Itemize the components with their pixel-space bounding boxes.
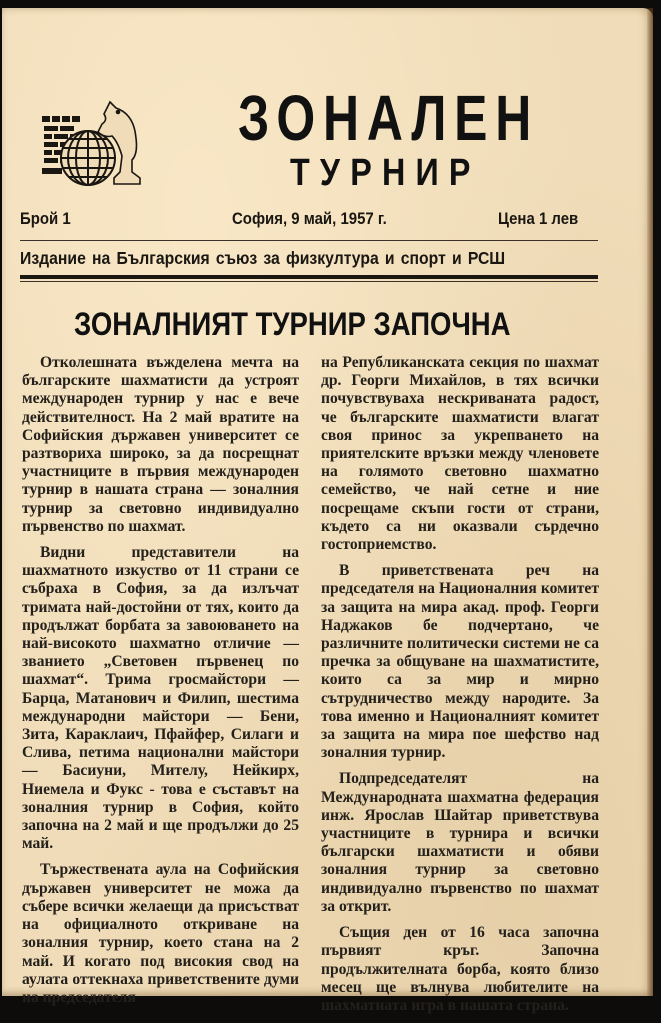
divider-rule-thin: [20, 281, 598, 282]
article-paragraph: Същия ден от 16 часа започна първият кръг. Започна продължителната борба, която близо месец ще вълнува любителите на шахматната игра в нашата страна.: [321, 924, 599, 1014]
issue-price: Цена 1 лев: [498, 209, 579, 228]
page-spine-shadow: [647, 8, 653, 996]
article-paragraph: Тържествената аула на Софийския държавен университет не можа да събере всички желаещи да присъстват на официалното откриване на зоналния турнир, което стана на 2 май. И когато под високия свод на аулата оттекнаха приветствените думи на председателя: [22, 861, 299, 1006]
publisher-line: Издание на Българския съюз за физкултура и спорт и РСШ: [20, 248, 506, 268]
article-paragraph: В приветствената реч на председателя на Националния комитет за защита на мира акад. проф. Георги Наджаков бе подчертано, че различните политически системи не са пречка за общуване на шахматистите, които са за мир и мирно сътрудничество между народите. За това именно и Националният комитет за защита на мира пое шефство над зоналния турнир.: [321, 562, 599, 762]
article-headline: ЗОНАЛНИЯТ ТУРНИР ЗАПОЧНА: [74, 306, 511, 342]
issue-line: [20, 209, 600, 231]
masthead-title: ЗОНАЛЕН: [238, 82, 540, 154]
newspaper-page: [2, 8, 653, 1014]
article-paragraph: на Републиканската секция по шахмат др. Георги Михайлов, в тях всички почувствуваха нескриваната радост, че българските шахматисти влагат своя принос за укрепването на приятелските връзки между членовете на голямото световно шахматно семейство, че най сетне и ние посрещаме скъпи гости от страни, където са ни оказвали сърдечно гостоприемство.: [321, 354, 599, 554]
divider-rule-thick: [20, 275, 598, 279]
masthead-subtitle: ТУРНИР: [290, 152, 481, 194]
article-paragraph: Отколешната въжделена мечта на българските шахматисти да устроят международен турнир у нас е вече действителност. На 2 май вратите на Софийския държавен университет се разтвориха широко, за да посрещнат участниците в първия международен турнир в нашата страна — зоналния турнир за световно индивидуално първенство по шахмат.: [22, 354, 299, 535]
article-column-left: [22, 354, 299, 1015]
chess-rook-knight-globe-logo: [38, 98, 146, 190]
article-paragraph: Видни представители на шахматното изкуство от 11 страни се събраха в София, за да излъчат тримата най-достойни от тях, които да продължат борбата за завоюването на най-високото шахматно отличие — званието „Световен първенец по шахмат“. Трима гросмайстори — Барца, Матанович и Филип, шестима международни майстори — Бени, Зита, Караклаич, Пфайфер, Силаги и Слива, петима национални майстори — Басиуни, Мителу, Нейкирх, Ниемела и Фукс - това е съставът на зоналния турнир в София, който започна на 2 май и ще продължи до 25 май.: [22, 544, 299, 853]
article-paragraph: Подпредседателят на Международната шахматна федерация инж. Ярослав Шайтар приветствува участниците в турнира и всички български шахматисти и обяви зоналния турнир за световно индивидуално първенство по шахмат за открит.: [321, 770, 599, 915]
issue-place-date: София, 9 май, 1957 г.: [232, 209, 387, 228]
divider-rule: [20, 240, 598, 241]
article-column-right: [321, 354, 599, 1023]
issue-number: Брой 1: [20, 209, 71, 228]
